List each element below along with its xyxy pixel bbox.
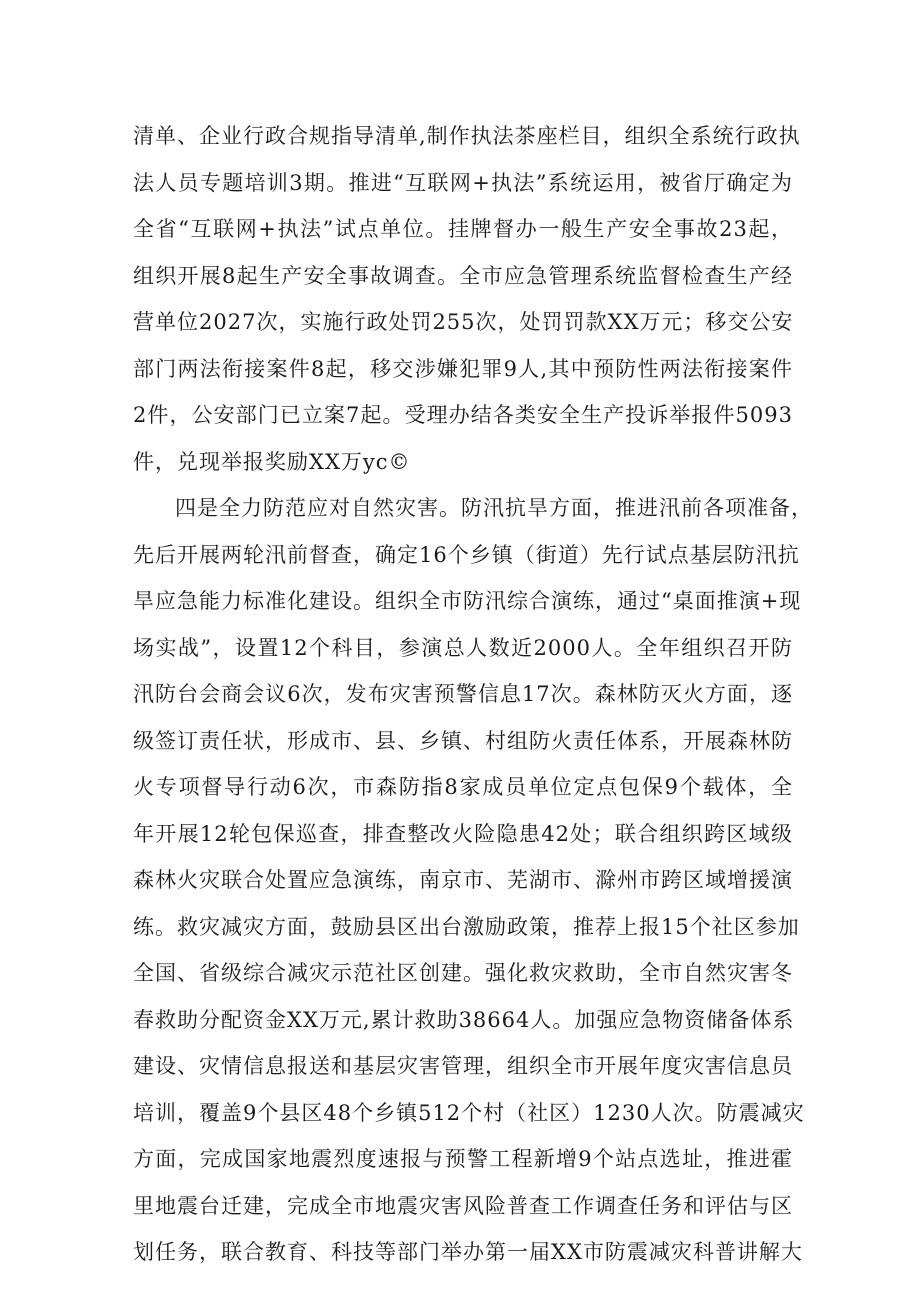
text-line: 划任务，联合教育、科技等部门举办第一届XX市防震减灾科普讲解大 [133, 1240, 803, 1264]
paragraph-2 [133, 485, 813, 1276]
text-line: 森林火灾联合处置应急演练，南京市、芜湖市、滁州市跨区域增援演 [133, 868, 793, 892]
text-line: 四是全力防范应对自然灾害。防汛抗旱方面，推进汛前各项准备， [175, 496, 813, 520]
text-line: 场实战”，设置12个科目，参演总人数近2000人。全年组织召开防 [133, 635, 793, 660]
text-line: 春救助分配资金XX万元,累计救助38664人。加强应急物资储备体系 [133, 1007, 795, 1032]
text-line: 汛防台会商会议6次，发布灾害预警信息17次。森林防灭火方面，逐 [133, 682, 793, 706]
text-line: 里地震台迁建，完成全市地震灾害风险普查工作调查任务和评估与区 [133, 1193, 793, 1218]
text-line: 年开展12轮包保巡查，排查整改火险隐患42处；联合组织跨区域级 [133, 821, 793, 846]
text-line: 法人员专题培训3期。推进“互联网+执法”系统运用，被省厅确定为 [133, 170, 793, 195]
document-body [133, 113, 813, 1276]
text-line: 旱应急能力标准化建设。组织全市防汛综合演练，通过“桌面推演+现 [133, 589, 802, 613]
text-line: 先后开展两轮汛前督查，确定16个乡镇（街道）先行试点基层防汛抗 [133, 542, 800, 567]
text-line: 火专项督导行动6次，市森防指8家成员单位定点包保9个载体，全 [133, 775, 793, 799]
text-line: 清单、企业行政合规指导清单,制作执法茶座栏目，组织全系统行政执 [133, 124, 801, 148]
text-line: 全省“互联网+执法”试点单位。挂牌督办一般生产安全事故23起， [133, 217, 793, 241]
text-line: 建设、灾情信息报送和基层灾害管理，组织全市开展年度灾害信息员 [133, 1054, 793, 1078]
text-line: 全国、省级综合减灾示范社区创建。强化救灾救助，全市自然灾害冬 [133, 961, 793, 985]
text-line: 部门两法衔接案件8起，移交涉嫌犯罪9人,其中预防性两法衔接案件 [133, 356, 793, 381]
paragraph-1 [133, 113, 801, 485]
text-line: 组织开展8起生产安全事故调查。全市应急管理系统监督检查生产经 [133, 263, 793, 288]
text-line: 练。救灾减灾方面，鼓励县区出台激励政策，推荐上报15个社区参加 [133, 914, 800, 939]
text-line: 方面，完成国家地震烈度速报与预警工程新增9个站点选址，推进霍 [133, 1147, 793, 1171]
text-line: 营单位2027次，实施行政处罚255次，处罚罚款XX万元；移交公安 [133, 310, 794, 334]
text-line: 件，兑现举报奖励XX万yc© [133, 449, 411, 474]
text-line: 培训，覆盖9个县区48个乡镇512个村（社区）1230人次。防震减灾 [133, 1100, 805, 1125]
text-line: 级签订责任状，形成市、县、乡镇、村组防火责任体系，开展森林防 [133, 728, 793, 753]
text-line: 2件，公安部门已立案7起。受理办结各类安全生产投诉举报件5093 [133, 403, 793, 427]
